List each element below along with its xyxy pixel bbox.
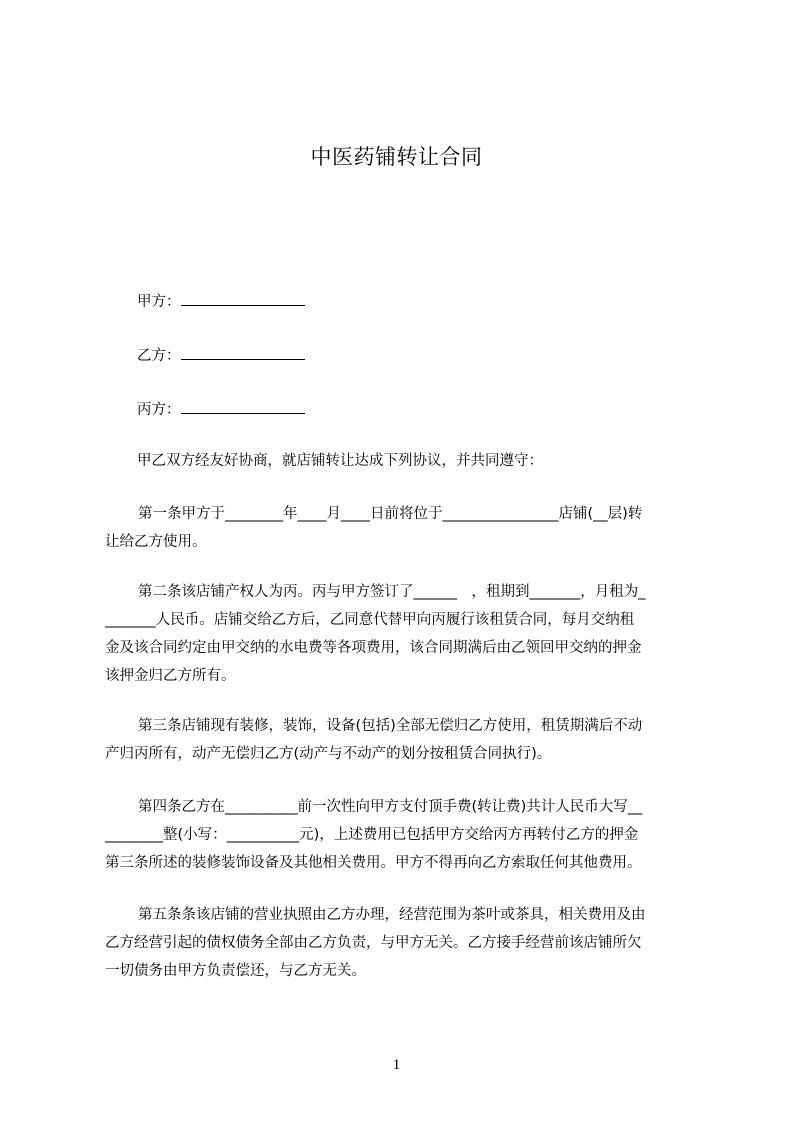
clause-4-line-2: ________整(小写：__________元)，上述费用已包括甲方交给丙方再转付乙方的押金 bbox=[105, 827, 639, 843]
clause-2-line-4: 该押金归乙方所有。 bbox=[105, 668, 236, 684]
clause-1 bbox=[105, 500, 700, 556]
clause-4-line-3: 第三条所述的装修装饰设备及其他相关费用。甲方不得再向乙方索取任何其他费用。 bbox=[105, 855, 642, 871]
clause-1-line-1: 第一条甲方于________年____月____日前将位于________________店铺(__层)转 bbox=[138, 506, 643, 522]
party-a-blank bbox=[181, 290, 305, 306]
document-title: 中医药铺转让合同 bbox=[310, 145, 483, 169]
page-number: 1 bbox=[392, 1057, 401, 1073]
party-c-blank bbox=[181, 398, 305, 414]
party-b bbox=[137, 344, 305, 366]
intro-paragraph: 甲乙双方经友好协商，就店铺转让达成下列协议，并共同遵守： bbox=[137, 453, 543, 469]
clause-2 bbox=[105, 578, 700, 690]
party-a-label: 甲方： bbox=[137, 294, 181, 310]
clause-3 bbox=[105, 712, 700, 768]
clause-3-line-2: 产归丙所有，动产无偿归乙方(动产与不动产的划分按租赁合同执行)。 bbox=[105, 746, 552, 762]
clause-4-line-1: 第四条乙方在__________前一次性向甲方支付顶手费(转让费)共计人民币大写__ bbox=[138, 799, 643, 815]
clause-5-line-3: 一切债务由甲方负责偿还，与乙方无关。 bbox=[105, 963, 366, 979]
clause-2-line-3: 金及该合同约定由甲交纳的水电费等各项费用，该合同期满后由乙领回甲交纳的押金 bbox=[105, 640, 642, 656]
clause-3-line-1: 第三条店铺现有装修，装饰，设备(包括)全部无偿归乙方使用，租赁期满后不动 bbox=[138, 718, 643, 734]
clause-2-line-1: 第二条该店铺产权人为丙。丙与甲方签订了______ ，租期到_______，月租为_ bbox=[138, 584, 646, 600]
party-c-label: 丙方： bbox=[137, 402, 181, 418]
clause-5-line-2: 乙方经营引起的债权债务全部由乙方负责，与甲方无关。乙方接手经营前该店铺所欠 bbox=[105, 935, 642, 951]
party-a bbox=[137, 290, 305, 312]
party-b-blank bbox=[181, 344, 305, 360]
clause-5 bbox=[105, 901, 700, 985]
party-c bbox=[137, 398, 305, 420]
clause-5-line-1: 第五条条该店铺的营业执照由乙方办理，经营范围为茶叶或茶具，相关费用及由 bbox=[138, 907, 646, 923]
clause-4 bbox=[105, 793, 700, 877]
clause-2-line-2: _______人民币。店铺交给乙方后，乙同意代替甲向丙履行该租赁合同，每月交纳租 bbox=[105, 612, 635, 628]
party-b-label: 乙方： bbox=[137, 348, 181, 364]
clause-1-line-2: 让给乙方使用。 bbox=[105, 534, 207, 550]
